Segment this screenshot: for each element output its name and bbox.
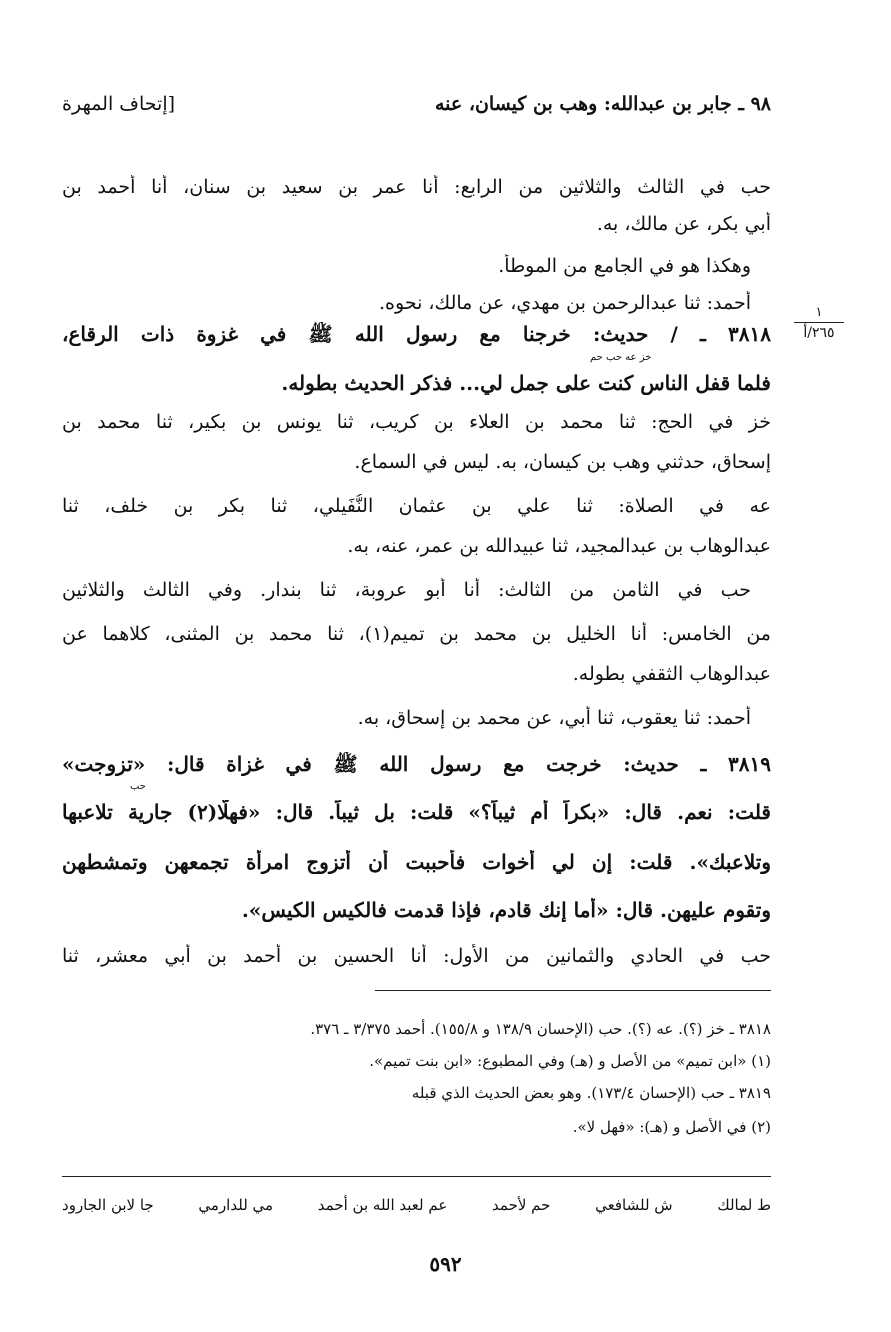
abbreviation-key (62, 1196, 771, 1214)
margin-folio-note (790, 305, 848, 341)
body-line: إسحاق، حدثني وهب بن كيسان، به. ليس في السماع. (354, 451, 771, 473)
footnote: ٣٨١٨ ـ خز (؟). عه (؟). حب (الإحسان ١٣٨/٩ و ١٥٥/٨). أحمد ٣/٣٧٥ ـ ٣٧٦. (310, 1020, 771, 1038)
body-line: قلت: نعم. قال: «بكراً أم ثيباً؟» قلت: بل ثيباً. قال: «فهلّا(٢) جارية تلاعبها (62, 800, 771, 824)
margin-note-top: ١ (815, 305, 823, 320)
interlinear-sigla: حب (129, 781, 146, 792)
body-line: حب في الثالث والثلاثين من الرابع: أنا عمر بن سعيد بن سنان، أنا أحمد بن (62, 176, 771, 198)
body-line: عه في الصلاة: ثنا علي بن عثمان النُّفَيلي، ثنا بكر بن خلف، ثنا (62, 495, 771, 517)
body-line: خز في الحج: ثنا محمد بن العلاء بن كريب، ثنا يونس بن بكير، ثنا محمد بن (62, 411, 771, 433)
abbreviation-item: جا لابن الجارود (62, 1196, 154, 1214)
abbreviation-separator (62, 1176, 771, 1177)
body-line: عبدالوهاب الثقفي بطوله. (572, 663, 771, 685)
body-line: وتلاعبك». قلت: إن لي أخوات فأحببت أن أتزوج امرأة تجمعهن وتمشطهن (62, 850, 771, 874)
abbreviation-item: ش للشافعي (595, 1196, 673, 1214)
body-line: من الخامس: أنا الخليل بن محمد بن تميم(١)، ثنا محمد بن المثنى، كلاهما عن (62, 623, 771, 645)
hadith-heading-3819: ٣٨١٩ ـ حديث: خرجت مع رسول الله ﷺ في غزاة قال: «تزوجت» (62, 752, 771, 776)
interlinear-sigla: خز عه حب حم (590, 352, 652, 363)
body-line: عبدالوهاب بن عبدالمجيد، ثنا عبيدالله بن عمر، عنه، به. (347, 535, 771, 557)
hadith-heading-3818: ٣٨١٨ ـ / حديث: خرجنا مع رسول الله ﷺ في غزوة ذات الرقاع، (62, 322, 771, 346)
page-number: ٥٩٢ (429, 1252, 462, 1276)
abbreviation-item: عم لعبد الله بن أحمد (317, 1196, 448, 1214)
body-line: فلما قفل الناس كنت على جمل لي... فذكر الحديث بطوله. (281, 371, 771, 395)
body-line: وتقوم عليهن. قال: «أما إنك قادم، فإذا قدمت فالكيس الكيس». (241, 898, 771, 922)
margin-note-bar (794, 322, 844, 323)
running-header-title: ٩٨ ـ جابر بن عبدالله: وهب بن كيسان، عنه (434, 93, 771, 115)
abbreviation-item: مي للدارمي (198, 1196, 274, 1214)
body-line: حب في الحادي والثمانين من الأول: أنا الحسين بن أحمد بن أبي معشر، ثنا (62, 945, 771, 967)
body-line: حب في الثامن من الثالث: أنا أبو عروبة، ثنا بندار. وفي الثالث والثلاثين (62, 579, 751, 601)
footnote-separator (375, 990, 771, 991)
body-line: وهكذا هو في الجامع من الموطأ. (498, 255, 751, 277)
abbreviation-item: ط لمالك (717, 1196, 771, 1214)
margin-note-bottom: ٢٦٥/أ (803, 325, 835, 341)
footnote: (٢) في الأصل و (هـ): «فهل لا». (572, 1118, 771, 1136)
body-line: أحمد: ثنا عبدالرحمن بن مهدي، عن مالك، نحوه. (379, 292, 751, 314)
body-line: أحمد: ثنا يعقوب، ثنا أبي، عن محمد بن إسحاق، به. (357, 707, 751, 729)
footnote: ٣٨١٩ ـ حب (الإحسان ١٧٣/٤). وهو بعض الحديث الذي قبله (411, 1084, 771, 1102)
body-line: أبي بكر، عن مالك، به. (596, 213, 771, 235)
running-header-book: [إتحاف المهرة (62, 93, 176, 115)
footnote: (١) «ابن تميم» من الأصل و (هـ) وفي المطبوع: «ابن بنت تميم». (369, 1052, 771, 1070)
abbreviation-item: حم لأحمد (492, 1196, 551, 1214)
